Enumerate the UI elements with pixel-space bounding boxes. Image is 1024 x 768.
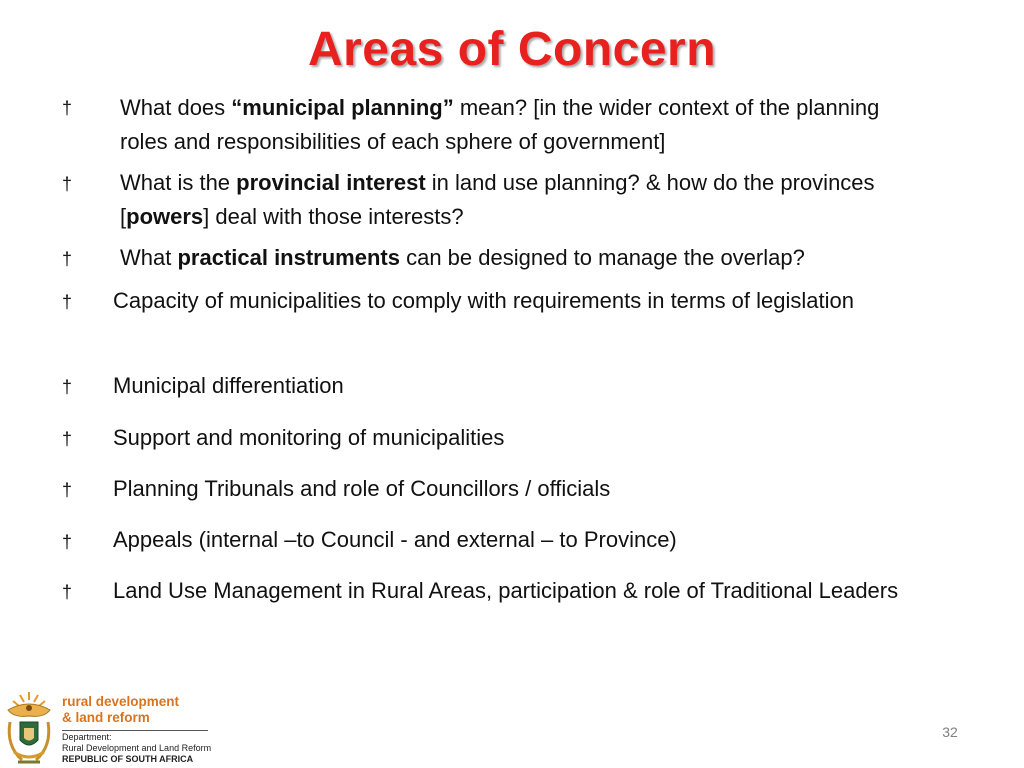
item-bold-text: powers	[126, 204, 204, 229]
divider	[62, 730, 208, 731]
list-item: Capacity of municipalities to comply with requirements in terms of legislation	[113, 288, 854, 313]
bullet-icon: †	[62, 377, 73, 397]
brand-line: & land reform	[62, 710, 150, 725]
brand-name	[62, 694, 179, 726]
item-text: in land use planning? & how do the provinces [	[120, 170, 875, 229]
item-text: can be designed to manage the overlap?	[399, 245, 805, 270]
bullet-icon: †	[62, 582, 73, 602]
list-item	[120, 91, 920, 159]
item-bold-text: practical instruments	[177, 245, 400, 270]
item-text: ] deal with those interests?	[203, 204, 464, 229]
bullet-icon: †	[62, 174, 73, 194]
item-text: What does	[120, 95, 232, 120]
item-text: What	[120, 245, 178, 270]
list-item: Appeals (internal –to Council - and external – to Province)	[113, 527, 677, 552]
bullet-icon: †	[62, 292, 73, 312]
country-name: REPUBLIC OF SOUTH AFRICA	[62, 754, 194, 764]
bullet-icon: †	[62, 249, 73, 269]
item-text: What is the	[120, 170, 237, 195]
list-item: Municipal differentiation	[113, 373, 344, 398]
department-name	[62, 732, 211, 754]
dept-line: Department:	[62, 732, 112, 742]
bullet-icon: †	[62, 98, 73, 118]
department-logo	[0, 688, 220, 768]
list-item: Support and monitoring of municipalities	[113, 425, 505, 450]
item-bold-text: “municipal planning”	[231, 95, 454, 120]
bullet-icon: †	[62, 429, 73, 449]
bullet-icon: †	[62, 480, 73, 500]
list-item	[120, 241, 940, 275]
list-item: Planning Tribunals and role of Councillors / officials	[113, 476, 611, 501]
dept-line: Rural Development and Land Reform	[62, 743, 212, 753]
item-bold-text: provincial interest	[236, 170, 426, 195]
bullet-icon: †	[62, 532, 73, 552]
list-item: Land Use Management in Rural Areas, participation & role of Traditional Leaders	[113, 578, 899, 603]
list-item	[120, 166, 900, 234]
brand-line: rural development	[62, 694, 180, 709]
page-number: 32	[942, 724, 958, 740]
slide-title: Areas of Concern	[307, 23, 717, 76]
item-text: mean? [in the wider context of the planning roles and responsibilities of each sphere of government]	[120, 95, 880, 154]
coat-of-arms-icon	[0, 688, 58, 768]
